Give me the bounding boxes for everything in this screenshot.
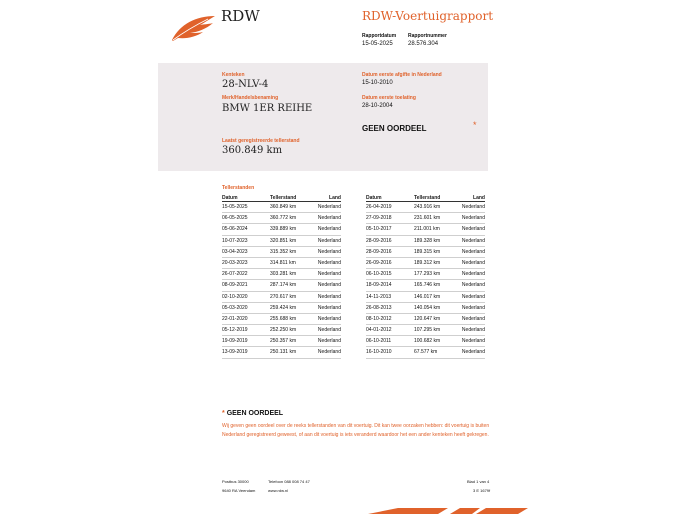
row-reading: 287.174 km [270,282,297,289]
plate-label: Kenteken [222,72,245,78]
row-date: 22-01-2020 [222,315,248,322]
row-date: 16-10-2010 [366,349,392,356]
license-plate: 28-NLV-4 [222,79,269,90]
table-row [222,347,341,358]
row-country: Nederland [461,215,485,222]
decorative-stripes-icon [368,505,528,514]
odometer-table-left [222,193,341,359]
verdict-star: * [473,120,477,130]
row-reading: 100.682 km [414,338,441,345]
row-country: Nederland [317,215,341,222]
row-country: Nederland [317,338,341,345]
row-country: Nederland [317,282,341,289]
row-reading: 140.054 km [414,304,441,311]
table-row [222,269,341,280]
row-date: 05-12-2019 [222,327,248,334]
row-country: Nederland [317,304,341,311]
row-date: 26-08-2013 [366,304,392,311]
first-nl-label: Datum eerste afgifte in Nederland [362,72,442,78]
row-reading: 259.424 km [270,304,297,311]
row-reading: 250.131 km [270,349,297,356]
table-row [222,258,341,269]
odometer-label: Laatst geregistreerde tellerstand [222,138,300,144]
row-date: 18-09-2014 [366,282,392,289]
brand-name: RDW [221,7,260,25]
row-date: 03-04-2023 [222,248,248,255]
table-header [222,193,341,202]
row-country: Nederland [461,327,485,334]
table-row [222,314,341,325]
table-row [222,303,341,314]
row-reading: 315.352 km [270,248,297,255]
row-date: 08-10-2012 [366,315,392,322]
row-country: Nederland [461,271,485,278]
rdw-logo-icon [170,14,216,42]
row-date: 10-07-2023 [222,237,248,244]
header-country: Land [329,195,341,201]
verdict: GEEN OORDEEL [362,124,427,133]
row-country: Nederland [461,204,485,210]
row-country: Nederland [461,338,485,345]
table-row [222,292,341,303]
row-reading: 252.250 km [270,327,297,334]
row-reading: 107.295 km [414,327,441,334]
row-date: 15-05-2025 [222,204,248,210]
row-reading: 360.772 km [270,215,297,222]
make-label: Merk/Handelsbenaming [222,95,279,101]
row-date: 05-06-2024 [222,226,248,233]
report-number: 28.576.304 [408,41,439,47]
row-reading: 177.293 km [414,271,441,278]
report-date: 15-05-2025 [362,41,393,47]
table-header [366,193,485,202]
row-date: 28-09-2016 [366,237,392,244]
header-date: Datum [366,195,382,201]
row-country: Nederland [317,349,341,356]
row-date: 26-09-2016 [366,259,392,266]
row-reading: 270.617 km [270,293,297,300]
footer-postbus: Postbus 30000 [222,479,249,484]
row-country: Nederland [317,237,341,244]
footnote-star: * [222,410,225,417]
table-row [366,202,485,213]
row-country: Nederland [317,259,341,266]
table-row [366,258,485,269]
table-row [222,236,341,247]
row-country: Nederland [461,304,485,311]
row-date: 26-04-2019 [366,204,392,210]
footer-page: Blad 1 van 4 [467,479,490,484]
row-reading: 255.688 km [270,315,297,322]
table-row [366,269,485,280]
table-row [222,247,341,258]
table-row [366,325,485,336]
row-date: 06-10-2015 [366,271,392,278]
footer-web: www.rdw.nl [268,488,289,493]
first-admission-date: 28-10-2004 [362,103,393,109]
row-date: 26-07-2022 [222,271,248,278]
table-row [366,236,485,247]
table-row [366,247,485,258]
row-date: 06-05-2025 [222,215,248,222]
table-row [366,347,485,358]
table-row [366,314,485,325]
row-country: Nederland [317,204,341,210]
table-row [222,202,341,213]
table-row [366,213,485,224]
row-date: 14-11-2013 [366,293,392,300]
table-row [222,336,341,347]
row-reading: 67.577 km [414,349,438,356]
footer-code: 3 E 1679f [473,488,491,493]
row-reading: 360.849 km [270,204,297,210]
row-date: 05-03-2020 [222,304,248,311]
table-row [222,280,341,291]
row-reading: 243.916 km [414,204,441,210]
row-reading: 189.315 km [414,248,441,255]
row-reading: 189.312 km [414,259,441,266]
odometer-section-title: Tellerstanden [222,185,255,191]
row-country: Nederland [317,271,341,278]
footnote-text: Wij geven geen oordeel over de reeks tellerstanden van dit voertuig. Dit kan twee oorzaken hebben: dit voertuig is buiten Nederland geregistreerd geweest, of aan dit voertuig is iets veranderd waardoor het een ander kenteken heeft gekregen. [222,423,490,438]
last-odometer: 360.849 km [222,145,283,156]
row-date: 19-09-2019 [222,338,248,345]
row-date: 27-09-2018 [366,215,392,222]
row-country: Nederland [461,259,485,266]
row-country: Nederland [461,248,485,255]
footer-address: 9640 RA Veendam [222,488,256,493]
row-date: 02-10-2020 [222,293,248,300]
footer-phone: Telefoon 088 008 74 47 [268,479,310,484]
report-title: RDW-Voertuigrapport [362,9,494,23]
row-reading: 189.328 km [414,237,441,244]
row-date: 06-10-2011 [366,338,392,345]
report-number-label: Rapportnummer [408,33,447,39]
first-nl-date: 15-10-2010 [362,80,393,86]
table-row [222,213,341,224]
row-country: Nederland [317,248,341,255]
row-country: Nederland [317,293,341,300]
row-reading: 314.811 km [270,259,296,266]
row-reading: 250.357 km [270,338,297,345]
row-date: 08-09-2021 [222,282,248,289]
row-reading: 146.017 km [414,293,441,300]
row-country: Nederland [317,315,341,322]
vehicle-summary-panel [158,63,488,171]
row-reading: 320.851 km [270,237,297,244]
table-row [222,325,341,336]
header-date: Datum [222,195,238,201]
row-country: Nederland [461,237,485,244]
row-country: Nederland [461,293,485,300]
header-country: Land [473,195,485,201]
table-row [366,303,485,314]
table-row [366,224,485,235]
row-country: Nederland [461,226,485,233]
odometer-table-right [366,193,485,359]
row-reading: 339.889 km [270,226,297,233]
row-reading: 303.281 km [270,271,297,278]
footnote-title [222,410,283,417]
table-row [366,280,485,291]
row-date: 13-09-2019 [222,349,248,356]
row-country: Nederland [461,349,485,356]
row-date: 28-09-2016 [366,248,392,255]
row-date: 04-01-2012 [366,327,392,334]
row-reading: 120.647 km [414,315,441,322]
header-reading: Tellerstand [270,195,297,201]
header-reading: Tellerstand [414,195,441,201]
table-row [222,224,341,235]
row-date: 20-03-2023 [222,259,248,266]
row-country: Nederland [317,226,341,233]
report-date-label: Rapportdatum [362,33,397,39]
table-row [366,292,485,303]
row-reading: 211.001 km [414,226,440,233]
first-admission-label: Datum eerste toelating [362,95,416,101]
table-row [366,336,485,347]
row-reading: 231.601 km [414,215,441,222]
row-date: 05-10-2017 [366,226,392,233]
footnote-heading: GEEN OORDEEL [226,410,284,417]
row-country: Nederland [317,327,341,334]
row-reading: 165.746 km [414,282,441,289]
row-country: Nederland [461,315,485,322]
vehicle-make: BMW 1ER REIHE [222,103,313,114]
row-country: Nederland [461,282,485,289]
